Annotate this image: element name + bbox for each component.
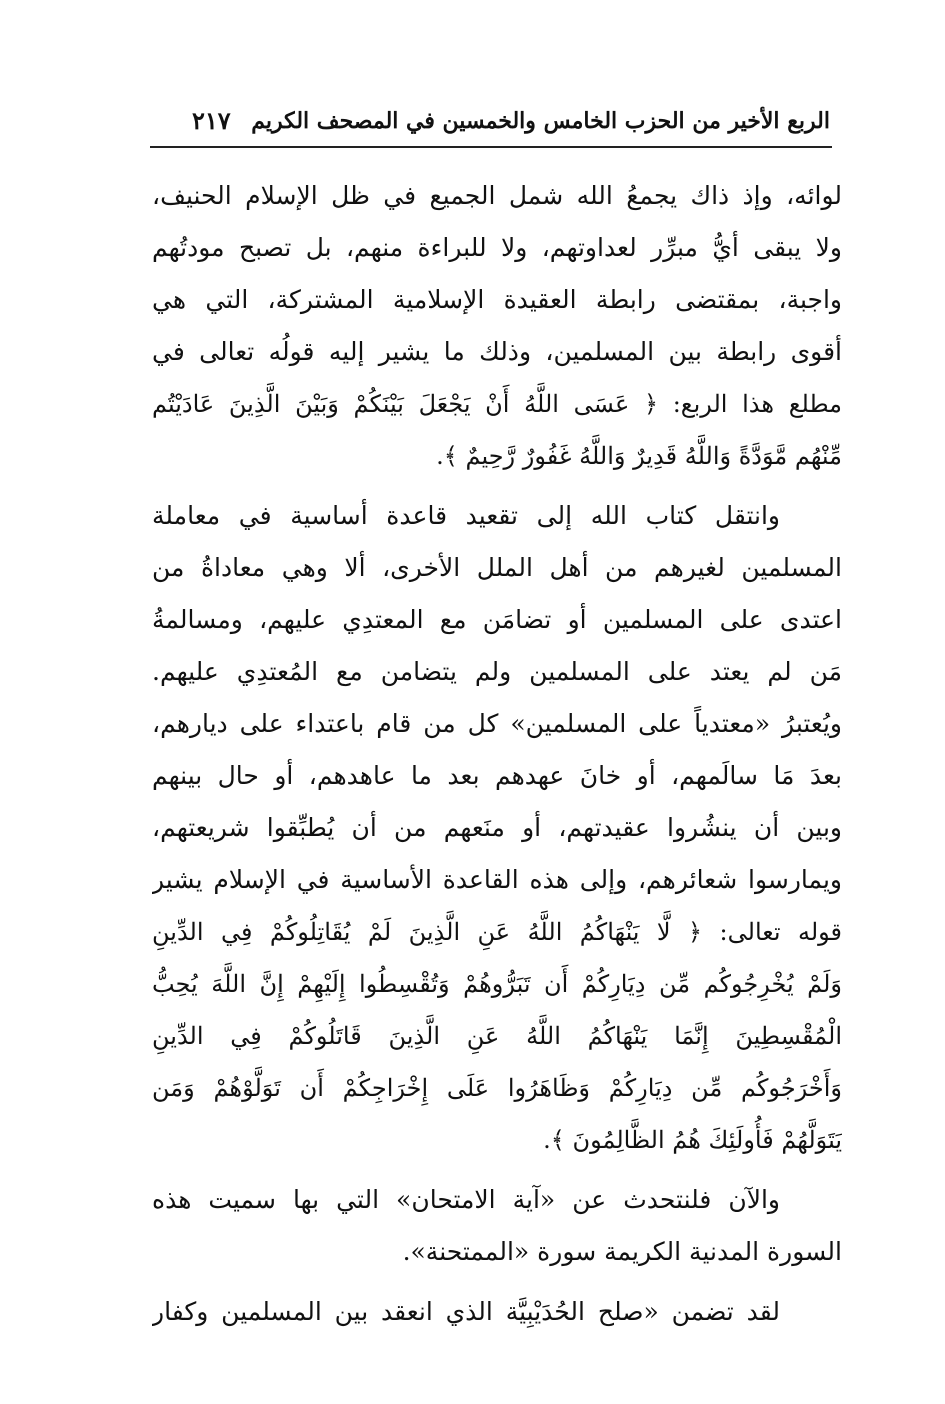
text-line: ولا يبقى أيُّ مبرِّر لعداوتهم، ولا للبراءة منهم، بل تصبح مودتُهم [152, 233, 842, 262]
running-header [150, 104, 836, 146]
header-title: الربع الأخير من الحزب الخامس والخمسين في المصحف الكريم [251, 108, 830, 134]
text-line: بعدَ مَا سالَمهم، أو خانَ عهدهم بعد ما عاهدهم، أو حال بينهم [152, 761, 842, 790]
paragraph [152, 1286, 842, 1338]
text-line: مَن لم يعتد على المسلمين ولم يتضامن مع المُعتدِي عليهم. [152, 657, 842, 686]
paragraph [152, 170, 842, 482]
header-divider [150, 146, 832, 148]
page-body [152, 170, 842, 1338]
text-line: المسلمين لغيرهم من أهل الملل الأخرى، ألا وهي معاداةُ من [152, 553, 842, 582]
text-line: لقد تضمن «صلح الحُدَيْبِيَّة الذي انعقد بين المسلمين وكفار [152, 1297, 780, 1326]
text-line: لوائه، وإذ ذاك يجمعُ الله شمل الجميع في ظل الإسلام الحنيف، [152, 181, 842, 210]
text-line: مِّنْهُم مَّوَدَّةً وَاللَّهُ قَدِيرٌ وَاللَّهُ غَفُورٌ رَّحِيمٌ ﴾. [436, 442, 842, 470]
text-line: أقوى رابطة بين المسلمين، وذلك ما يشير إليه قولُه تعالى في [152, 337, 842, 366]
paragraph [152, 490, 842, 1166]
text-line: وَلَمْ يُخْرِجُوكُم مِّن دِيَارِكُمْ أَن تَبَرُّوهُمْ وَتُقْسِطُوا إِلَيْهِمْ إِنَّ اللَّهَ يُحِبُّ [152, 970, 842, 998]
page-number: ٢١٧ [192, 106, 231, 135]
text-line: السورة المدنية الكريمة سورة «الممتحنة». [402, 1237, 842, 1266]
text-line: يَتَوَلَّهُمْ فَأُولَئِكَ هُمُ الظَّالِمُونَ ﴾. [543, 1126, 842, 1154]
text-line: ويُعتبرُ «معتدياً على المسلمين» كل من قام باعتداء على ديارهم، [152, 709, 842, 738]
text-line: مطلع هذا الربع: ﴿ عَسَى اللَّهُ أَنْ يَجْعَلَ بَيْنَكُمْ وَبَيْنَ الَّذِينَ عَادَيْتُم [152, 390, 842, 418]
text-line: وَأَخْرَجُوكُم مِّن دِيَارِكُمْ وَظَاهَرُوا عَلَى إِخْرَاجِكُمْ أَن تَوَلَّوْهُمْ وَمَن [152, 1074, 842, 1102]
text-line: قوله تعالى: ﴿ لَّا يَنْهَاكُمُ اللَّهُ عَنِ الَّذِينَ لَمْ يُقَاتِلُوكُمْ فِي الدِّينِ [152, 918, 842, 946]
text-line: والآن فلنتحدث عن «آية الامتحان» التي بها سميت هذه [152, 1185, 780, 1214]
text-line: واجبة، بمقتضى رابطة العقيدة الإسلامية المشتركة، التي هي [152, 285, 842, 314]
text-line: ويمارسوا شعائرهم، وإلى هذه القاعدة الأساسية في الإسلام يشير [152, 865, 842, 894]
text-line: وانتقل كتاب الله إلى تقعيد قاعدة أساسية في معاملة [152, 501, 780, 530]
text-line: الْمُقْسِطِينَ إِنَّمَا يَنْهَاكُمُ اللَّهُ عَنِ الَّذِينَ قَاتَلُوكُمْ فِي الدِّينِ [152, 1022, 842, 1050]
paragraph [152, 1174, 842, 1278]
text-line: اعتدى على المسلمين أو تضامَن مع المعتدِي عليهم، ومسالمةُ [152, 605, 842, 634]
text-line: وبين أن ينشُروا عقيدتهم، أو منَعهم من أن يُطبِّقوا شريعتهم، [152, 813, 842, 842]
